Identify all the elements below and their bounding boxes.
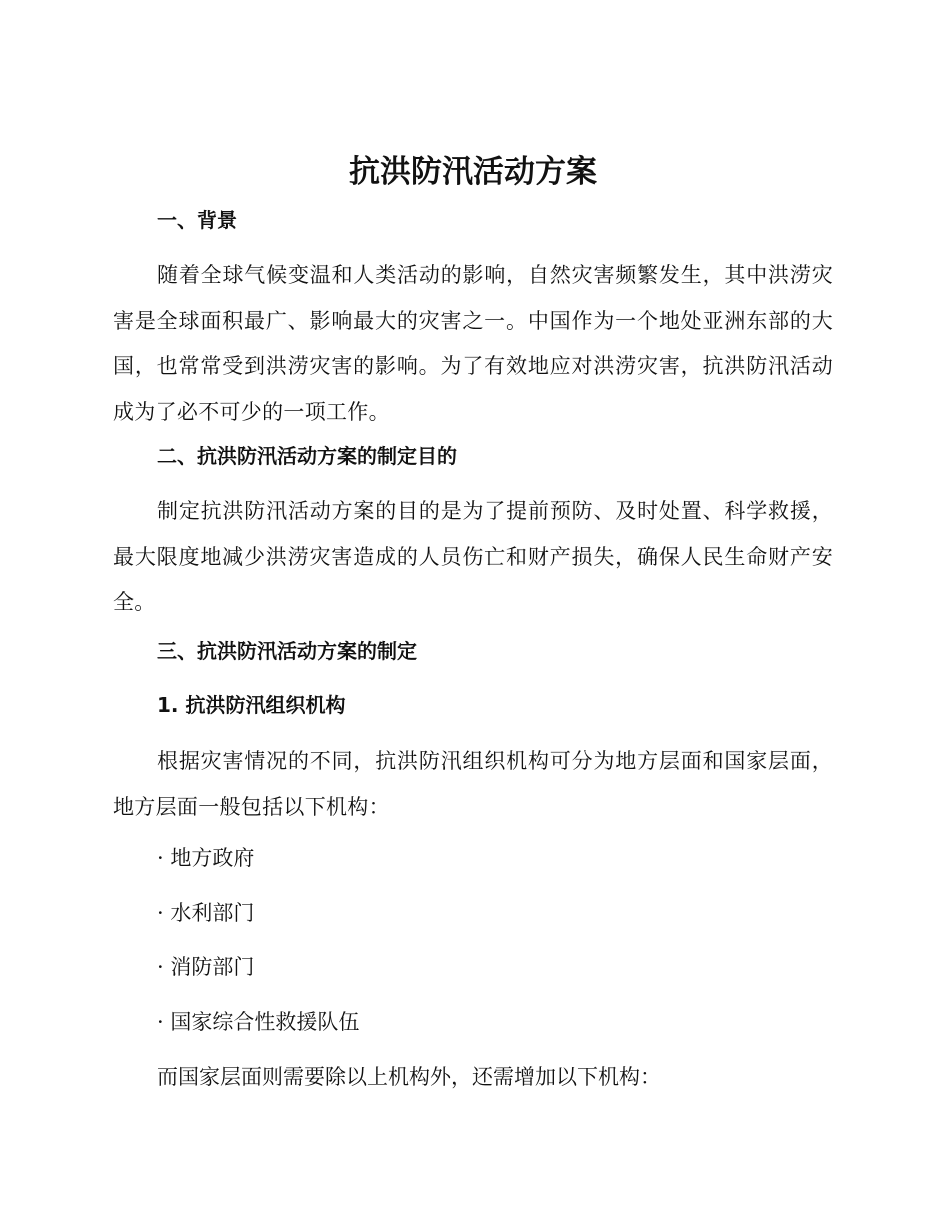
subheading-organization: 1. 抗洪防汛组织机构 — [157, 693, 346, 717]
purpose-paragraph: 制定抗洪防汛活动方案的目的是为了提前预防、及时处置、科学救援，最大限度地减少洪涝灾害造成的人员伤亡和财产损失，确保人民生命财产安全。 — [113, 499, 833, 615]
list-item: · 水利部门 — [157, 901, 255, 925]
closing-line: 而国家层面则需要除以上机构外，还需增加以下机构： — [157, 1065, 661, 1089]
organization-paragraph: 根据灾害情况的不同，抗洪防汛组织机构可分为地方层面和国家层面，地方层面一般包括以下机构： — [113, 749, 833, 819]
section-heading-purpose: 二、抗洪防汛活动方案的制定目的 — [157, 444, 457, 468]
list-item: · 国家综合性救援队伍 — [157, 1010, 360, 1034]
list-item: · 地方政府 — [157, 846, 255, 870]
list-item: · 消防部门 — [157, 955, 255, 979]
section-heading-background: 一、背景 — [157, 208, 237, 232]
document-title: 抗洪防汛活动方案 — [349, 154, 597, 190]
background-paragraph: 随着全球气候变温和人类活动的影响，自然灾害频繁发生，其中洪涝灾害是全球面积最广、影响最大的灾害之一。中国作为一个地处亚洲东部的大国，也常常受到洪涝灾害的影响。为了有效地应对洪涝灾害，抗洪防汛活动成为了必不可少的一项工作。 — [113, 263, 833, 425]
section-heading-formulation: 三、抗洪防汛活动方案的制定 — [157, 639, 417, 663]
